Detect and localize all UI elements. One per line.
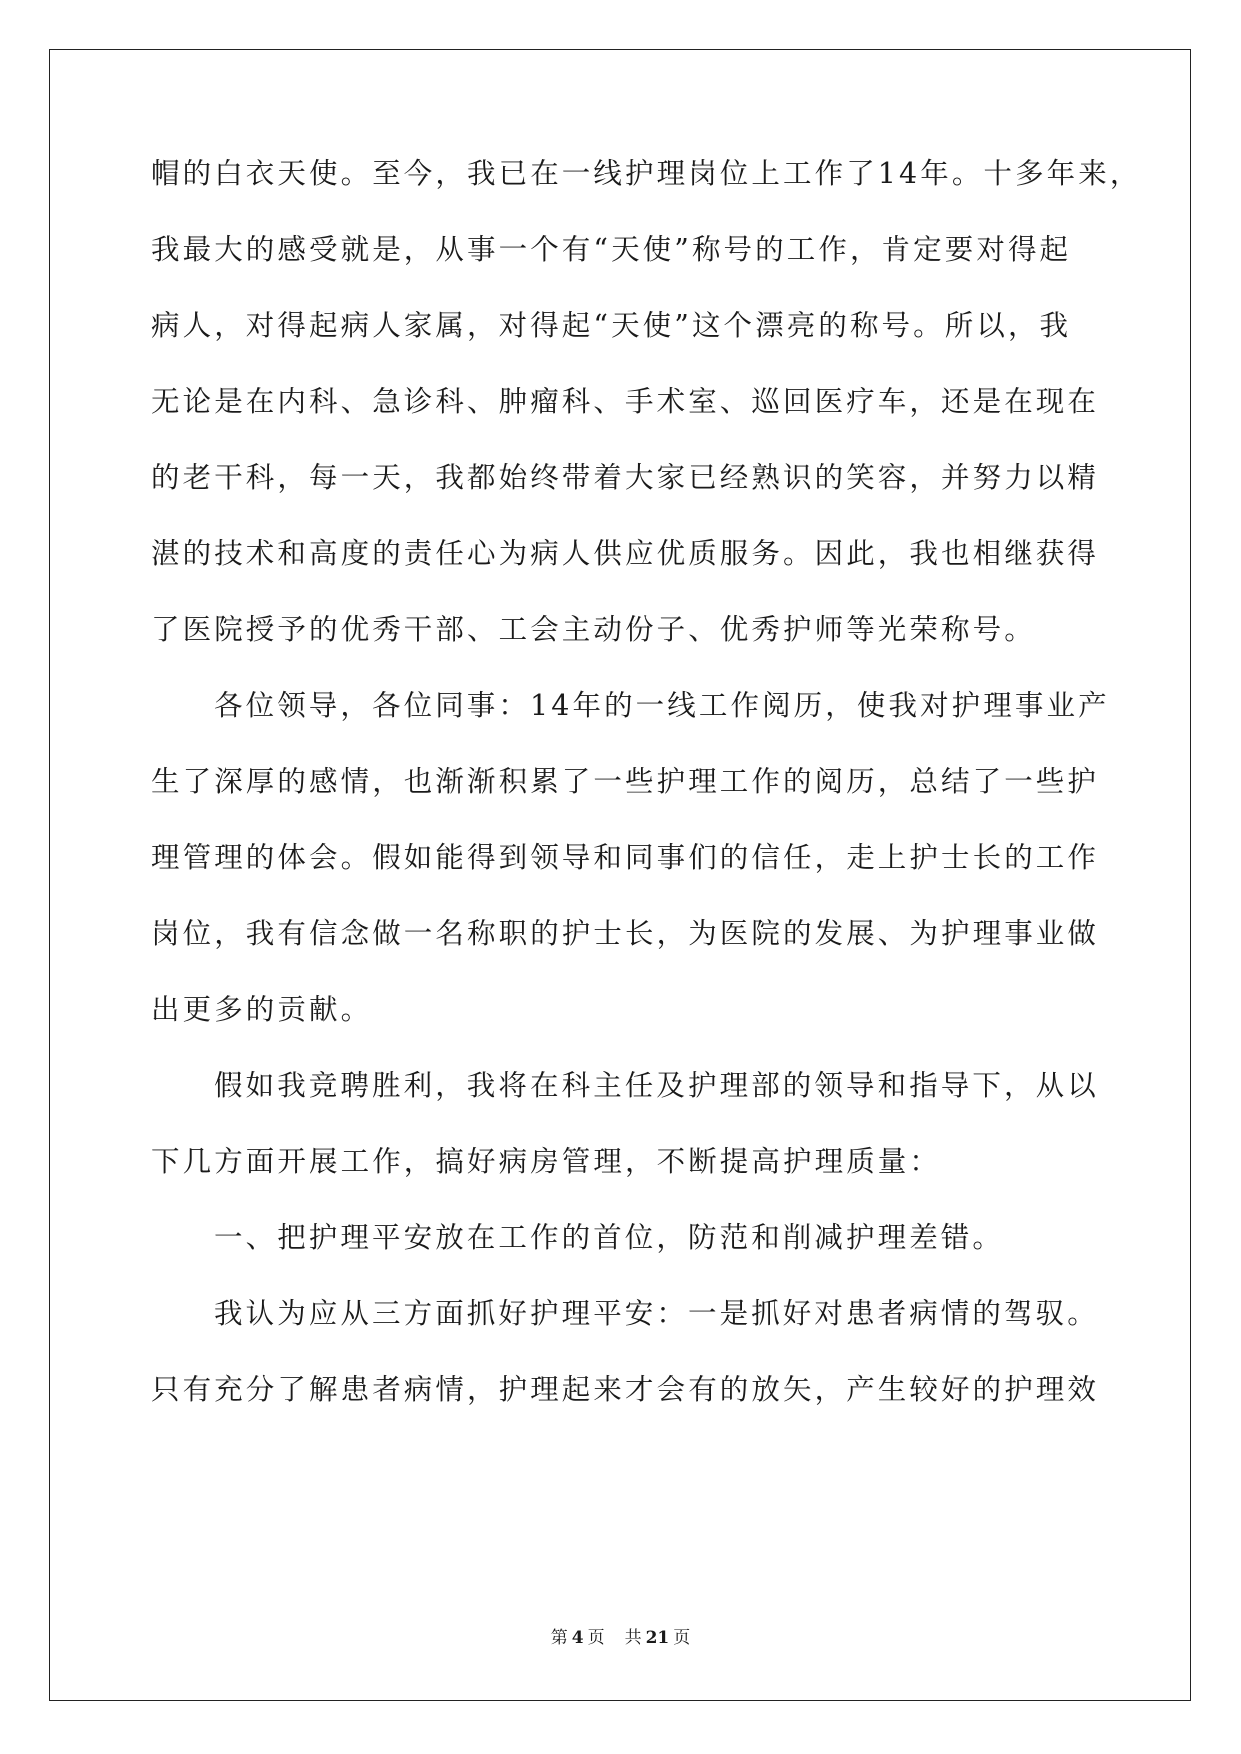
- text-line: 生了深厚的感情，也渐渐积累了一些护理工作的阅历，总结了一些护: [151, 765, 1100, 798]
- text-line: 无论是在内科、急诊科、肿瘤科、手术室、巡回医疗车，还是在现在: [151, 385, 1100, 418]
- text-line: 各位领导，各位同事：14年的一线工作阅历，使我对护理事业产: [214, 689, 1110, 722]
- text-line: 的老干科，每一天，我都始终带着大家已经熟识的笑容，并努力以精: [151, 461, 1100, 494]
- text-line: 出更多的贡献。: [151, 993, 373, 1026]
- text-line: 病人，对得起病人家属，对得起“天使”这个漂亮的称号。所以，我: [151, 309, 1072, 342]
- total-suffix: 页: [673, 1628, 691, 1648]
- page-number: 4: [571, 1628, 584, 1648]
- text-line: 理管理的体会。假如能得到领导和同事们的信任，走上护士长的工作: [151, 841, 1100, 874]
- text-line: 只有充分了解患者病情，护理起来才会有的放矢，产生较好的护理效: [151, 1373, 1100, 1406]
- page-suffix: 页: [587, 1628, 605, 1648]
- text-line: 假如我竞聘胜利，我将在科主任及护理部的领导和指导下，从以: [214, 1069, 1099, 1102]
- total-prefix: 共: [624, 1628, 642, 1648]
- page-prefix: 第: [550, 1628, 568, 1648]
- text-line: 帽的白衣天使。至今，我已在一线护理岗位上工作了14年。十多年来，: [151, 157, 1142, 190]
- page-border: [49, 49, 1191, 1701]
- page-footer: [0, 1630, 1241, 1647]
- total-pages: 21: [645, 1628, 670, 1648]
- text-line: 了医院授予的优秀干部、工会主动份子、优秀护师等光荣称号。: [151, 613, 1036, 646]
- text-line: 我认为应从三方面抓好护理平安：一是抓好对患者病情的驾驭。: [214, 1297, 1099, 1330]
- text-line: 下几方面开展工作，搞好病房管理，不断提高护理质量：: [151, 1145, 942, 1178]
- text-line: 岗位，我有信念做一名称职的护士长，为医院的发展、为护理事业做: [151, 917, 1100, 950]
- text-line: 湛的技术和高度的责任心为病人供应优质服务。因此，我也相继获得: [151, 537, 1100, 570]
- text-line: 我最大的感受就是，从事一个有“天使”称号的工作，肯定要对得起: [151, 233, 1072, 266]
- text-line: 一、把护理平安放在工作的首位，防范和削减护理差错。: [214, 1221, 1005, 1254]
